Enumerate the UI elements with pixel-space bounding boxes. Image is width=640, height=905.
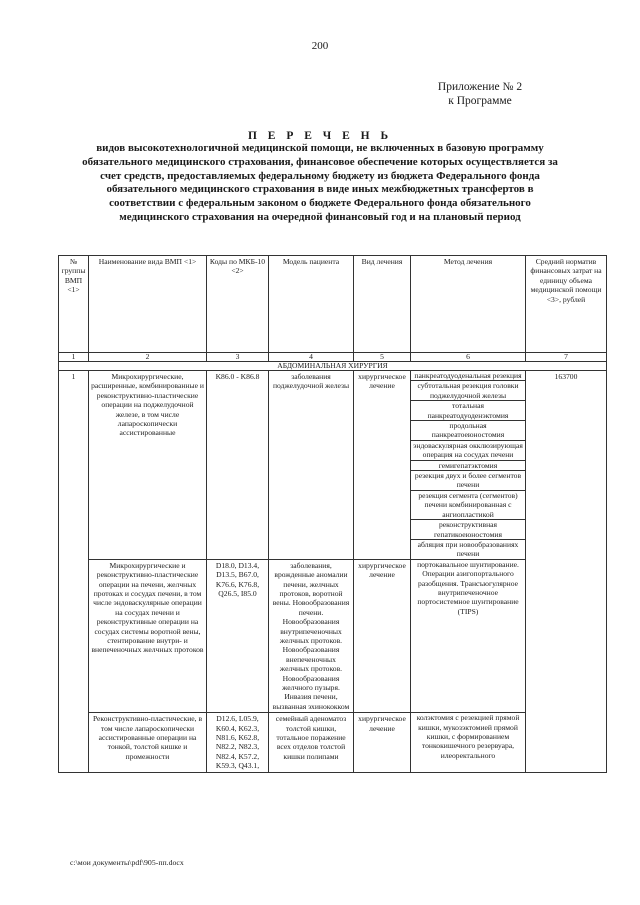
- method-item: гемигепатэктомия: [411, 461, 525, 471]
- document-subtitle: видов высокотехнологичной медицинской помощи, не включенных в базовую программу обязательного медицинского страхования, финансовое обеспечение которых осуществляется за счет средств, предоставляемых федеральному бюджету из бюджета Федерального фонда обязательного медицинского страхования в виде иных межбюджетных трансфертов в соответствии с федеральным законом о бюджете Федерального фонда обязательного медицинского страхования на очередной финансовый год и на плановый период: [82, 142, 558, 223]
- table-header-row: [59, 256, 607, 353]
- treatment-type: хирургическое лечение: [354, 559, 411, 713]
- treatment-methods: [411, 713, 526, 772]
- column-number: 5: [354, 353, 411, 362]
- treatment-type: хирургическое лечение: [354, 371, 411, 560]
- table-row: [59, 559, 607, 713]
- method-item: колэктомия с резекцией прямой кишки, мукозэктомией прямой кишки, с формированием тонкокишечного резервуара, илеоректального: [416, 713, 520, 760]
- column-number: 3: [207, 353, 269, 362]
- vmp-name: Микрохирургические и реконструктивно-пластические операции на печени, желчных протоках и сосудах печени, в том числе эндоваскулярные операции на сосудах печени и реконструктивные операции на сосудах системы воротной вены, стентирование внутри- и внепеченочных желчных протоков: [89, 559, 207, 713]
- header-cell: Вид лечения: [354, 256, 411, 353]
- method-item: панкреатодуоденальная резекция: [411, 371, 525, 381]
- icd-codes: K86.0 - K86.8: [207, 371, 269, 560]
- header-cell: Наименование вида ВМП <1>: [89, 256, 207, 353]
- treatment-methods: [411, 371, 526, 560]
- method-item: портокавальное шунтирование. Операции азигопортального разобщения. Трансъюгулярное внутрипеченочное портосистемное шунтирование (TIPS): [417, 559, 519, 616]
- treatment-methods: [411, 559, 526, 713]
- header-cell: Метод лечения: [411, 256, 526, 353]
- method-item: тотальная панкреатодуоденэктомия: [411, 401, 525, 421]
- column-number: 2: [89, 353, 207, 362]
- method-item: резекция двух и более сегментов печени: [411, 471, 525, 491]
- group-number: 1: [59, 371, 89, 773]
- page-number: 200: [311, 40, 329, 52]
- treatment-type: хирургическое лечение: [354, 713, 411, 772]
- header-cell: Модель пациента: [269, 256, 354, 353]
- average-cost: 163700: [526, 371, 607, 773]
- appendix-line-2: к Программе: [448, 95, 512, 107]
- patient-model: заболевания поджелудочной железы: [269, 371, 354, 560]
- column-number: 6: [411, 353, 526, 362]
- section-title: АБДОМИНАЛЬНАЯ ХИРУРГИЯ: [59, 362, 607, 371]
- method-item: реконструктивная гепатикоеюностомия: [411, 520, 525, 540]
- column-number: 4: [269, 353, 354, 362]
- method-item: абляция при новообразованиях печени: [417, 539, 519, 559]
- header-cell: Коды по МКБ-10 <2>: [207, 256, 269, 353]
- header-cell: № группы ВМП <1>: [59, 256, 89, 353]
- table-row: [59, 713, 607, 772]
- method-item: продольная панкреатоеюностомия: [411, 421, 525, 441]
- vmp-table: [58, 255, 607, 773]
- patient-model: заболевания, врожденные аномалии печени, желчных протоков, воротной вены. Новообразования печени. Новообразования внутрипеченочных желчных протоков. Новообразования внепеченочных желчных протоков. Новообразования желчного пузыря. Инвазия печени, вызванная эхинококком: [269, 559, 354, 713]
- method-item: резекция сегмента (сегментов) печени комбинированная с ангиопластикой: [411, 491, 525, 520]
- section-row: [59, 362, 607, 371]
- column-number: 7: [526, 353, 607, 362]
- icd-codes: D18.0, D13.4, D13.5, B67.0, K76.6, K76.8, Q26.5, I85.0: [207, 559, 269, 713]
- appendix-label: [380, 80, 580, 108]
- header-cell: Средний норматив финансовых затрат на единицу объема медицинской помощи <3>, рублей: [526, 256, 607, 353]
- file-path-footer: c:\мои документы\pdf\905-пп.docx: [70, 858, 184, 867]
- icd-codes: D12.6, L05.9, K60.4, K62.3, N81.6, K62.8, N82.2, N82.3, N82.4, K57.2, K59.3, Q43.1,: [207, 713, 269, 772]
- method-item: эндоваскулярная окклюзирующая операция на сосудах печени: [411, 441, 525, 461]
- appendix-line-1: Приложение № 2: [437, 81, 523, 93]
- vmp-name: Микрохирургические, расширенные, комбинированные и реконструктивно-пластические операции на поджелудочной железе, в том числе лапароскопически ассистированные: [89, 371, 207, 560]
- table-row: [59, 371, 607, 560]
- patient-model: семейный аденоматоз толстой кишки, тотальное поражение всех отделов толстой кишки полипами: [269, 713, 354, 772]
- document-title: П Е Р Е Ч Е Н Ь: [247, 130, 393, 142]
- column-number: 1: [59, 353, 89, 362]
- vmp-name: Реконструктивно-пластические, в том числе лапароскопически ассистированные операции на тонкой, толстой кишке и промежности: [89, 713, 207, 772]
- method-item: субтотальная резекция головки поджелудочной железы: [411, 381, 525, 401]
